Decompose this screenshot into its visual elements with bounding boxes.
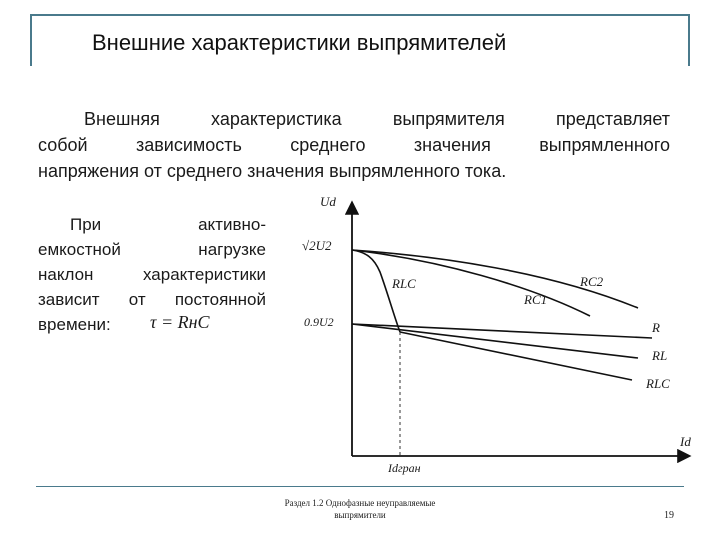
x-tick-boundary: Idгран — [388, 461, 421, 475]
label-r: R — [652, 320, 660, 335]
y-tick-mean: 0.9U2 — [304, 315, 334, 329]
footer-line: выпрямители — [334, 510, 386, 520]
y-tick-peak: √2U2 — [302, 238, 332, 253]
footer-line: Раздел 1.2 Однофазные неуправляемые — [284, 498, 436, 508]
curve-r — [352, 324, 652, 338]
curve-rlc-upper — [352, 250, 400, 332]
note-line: При активно- — [70, 215, 266, 234]
note-line: зависит от постоянной — [38, 290, 266, 309]
page-number: 19 — [664, 510, 674, 521]
label-rlc-upper: RLC — [392, 276, 416, 291]
label-rlc-lower: RLC — [646, 376, 670, 391]
curve-rl — [352, 324, 638, 358]
paragraph-line: Внешняя характеристика выпрямителя представляет — [84, 109, 670, 129]
y-axis-label: Ud — [320, 194, 336, 209]
title-frame-right — [688, 14, 690, 66]
note-line: наклон характеристики — [38, 265, 266, 284]
label-rc1: RC1 — [524, 292, 548, 307]
x-axis-label: Id — [680, 434, 691, 449]
slide-title: Внешние характеристики выпрямителей — [92, 30, 507, 55]
curve-rlc-lower — [400, 332, 632, 380]
time-constant-formula: τ = RнC — [150, 312, 210, 332]
label-rc2: RC2 — [580, 274, 604, 289]
note-line: времени: — [38, 315, 111, 334]
title-frame-top — [30, 14, 690, 16]
footer-section — [240, 497, 480, 521]
paragraph-line: собой зависимость среднего значения выпрямленного — [38, 135, 670, 155]
external-characteristics-chart — [300, 190, 700, 475]
intro-paragraph — [38, 106, 670, 184]
curve-rc1 — [352, 250, 590, 316]
label-rl: RL — [652, 348, 668, 363]
paragraph-line: напряжения от среднего значения выпрямленного тока. — [38, 161, 507, 181]
footer-divider — [36, 486, 684, 487]
title-frame-left — [30, 14, 32, 66]
note-line: емкостной нагрузке — [38, 240, 266, 259]
